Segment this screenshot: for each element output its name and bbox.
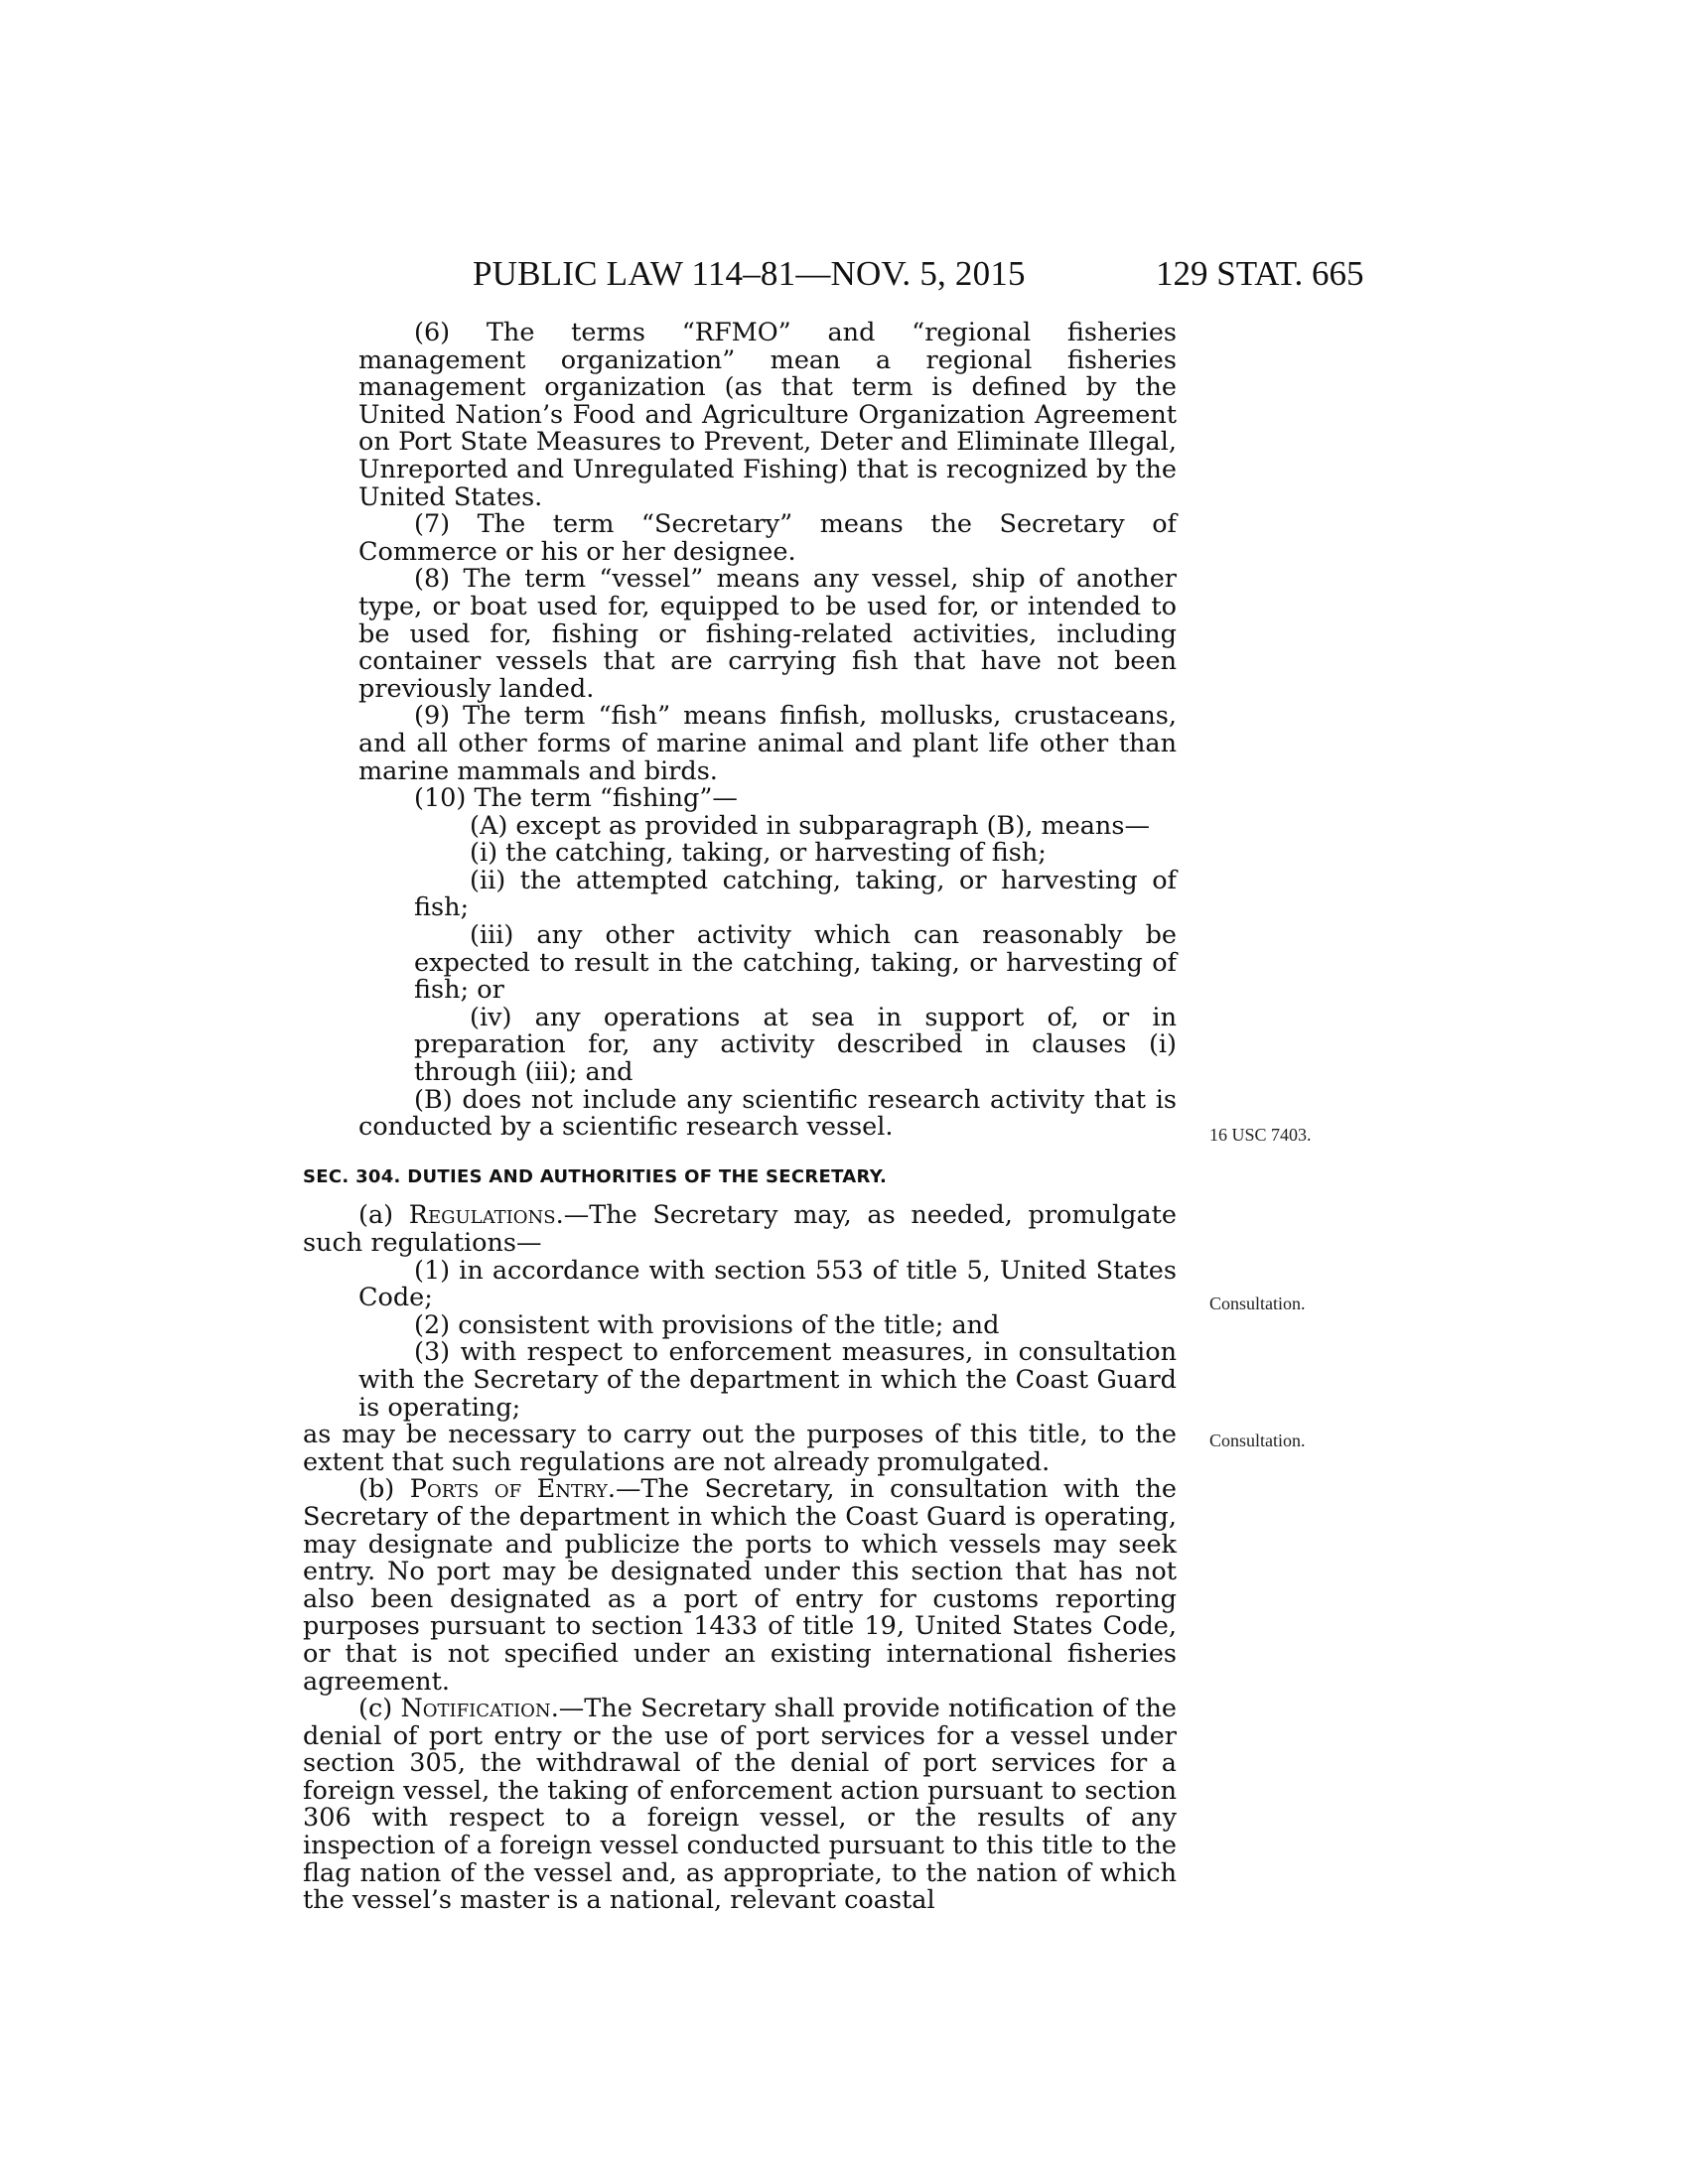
clause-10-A-iii: (iii) any other activity which can reasonably be expected to result in the catching, taking, or harvesting of fish; or bbox=[414, 920, 1177, 1006]
subsection-a-tail: as may be necessary to carry out the purposes of this title, to the extent that such regulations are not already promulgated. bbox=[303, 1420, 1177, 1477]
subsection-a-2: (2) consistent with provisions of the title; and bbox=[414, 1309, 1000, 1340]
subsection-a-caption: Regulations bbox=[408, 1200, 556, 1231]
paragraph-9: (9) The term “fish” means finfish, mollusks, crustaceans, and all other forms of marine animal and plant life other than marine mammals and birds. bbox=[358, 701, 1177, 786]
clause-10-A-i: (i) the catching, taking, or harvesting of fish; bbox=[470, 838, 1047, 869]
subsection-b-text: .—The Secretary, in consultation with the Secretary of the department in which the Coast Guard is operating, may designate and publicize the ports to which vessels may seek entry. No port may be designated under this section that has not also been designated as a port of entry for customs reporting purposes pursuant to section 1433 of title 19, United States Code, or that is not specified under an existing international fisheries agreement. bbox=[303, 1474, 1177, 1697]
running-header bbox=[0, 252, 1688, 296]
subsection-c-caption: Notification bbox=[400, 1694, 551, 1724]
section-heading: SEC. 304. DUTIES AND AUTHORITIES OF THE SECRETARY. bbox=[303, 1165, 888, 1187]
subsection-a-1: (1) in accordance with section 553 of title 5, United States Code; bbox=[358, 1255, 1177, 1313]
document-body bbox=[303, 320, 1177, 1915]
clause-10-A-iv: (iv) any operations at sea in support of, or in preparation for, any activity described in clauses (i) through (iii); and bbox=[414, 1002, 1177, 1088]
subparagraph-10-A: (A) except as provided in subparagraph (B), means— bbox=[470, 810, 1150, 841]
subsection-c bbox=[303, 1696, 1177, 1915]
paragraph-10: (10) The term “fishing”— bbox=[414, 783, 738, 814]
subsection-a-3: (3) with respect to enforcement measures, in consultation with the Secretary of the department in which the Coast Guard is operating; bbox=[358, 1337, 1177, 1423]
clause-10-A-ii: (ii) the attempted catching, taking, or harvesting of fish; bbox=[414, 865, 1177, 923]
subsection-a bbox=[303, 1202, 1177, 1257]
paragraph-6: (6) The terms “RFMO” and “regional fisheries management organization” mean a regional fisheries management organization (as that term is defined by the United Nation’s Food and Agriculture Organization Agreement on Port State Measures to Prevent, Deter and Eliminate Illegal, Unreported and Unregulated Fishing) that is recognized by the United States. bbox=[358, 318, 1177, 512]
subparagraph-10-B: (B) does not include any scientific research activity that is conducted by a scientific research vessel. bbox=[358, 1084, 1177, 1143]
subsection-a-lead: (a) bbox=[358, 1200, 409, 1231]
subsection-b bbox=[303, 1476, 1177, 1696]
header-stat-page: 129 STAT. 665 bbox=[1156, 254, 1364, 293]
subsection-b-lead: (b) bbox=[358, 1474, 410, 1505]
subsection-c-text: .—The Secretary shall provide notification of the denial of port entry or the use of port services for a vessel under section 305, the withdrawal of the denial of port services for a foreign vessel, the taking of enforcement action pursuant to section 306 with respect to a foreign vessel, or the results of any inspection of a foreign vessel conducted pursuant to this title to the flag nation of the vessel and, as appropriate, to the nation of which the vessel’s master is a national, relevant coastal bbox=[303, 1694, 1177, 1916]
margin-note-consultation-2: Consultation. bbox=[1209, 1431, 1306, 1450]
paragraph-8: (8) The term “vessel” means any vessel, ship of another type, or boat used for, equipped to be used for, or intended to be used for, fishing or fishing-related activities, including container vessels that are carrying fish that have not been previously landed. bbox=[358, 564, 1177, 704]
margin-note-usc: 16 USC 7403. bbox=[1209, 1125, 1312, 1145]
header-title: PUBLIC LAW 114–81—NOV. 5, 2015 bbox=[473, 254, 1026, 293]
subsection-c-lead: (c) bbox=[358, 1694, 401, 1724]
margin-note-consultation-1: Consultation. bbox=[1209, 1294, 1306, 1313]
paragraph-7: (7) The term “Secretary” means the Secretary of Commerce or his or her designee. bbox=[358, 509, 1177, 567]
subsection-a-text: .—The Secretary may, as needed, promulgate such regulations— bbox=[303, 1200, 1177, 1258]
subsection-b-caption: Ports of Entry bbox=[409, 1474, 608, 1505]
